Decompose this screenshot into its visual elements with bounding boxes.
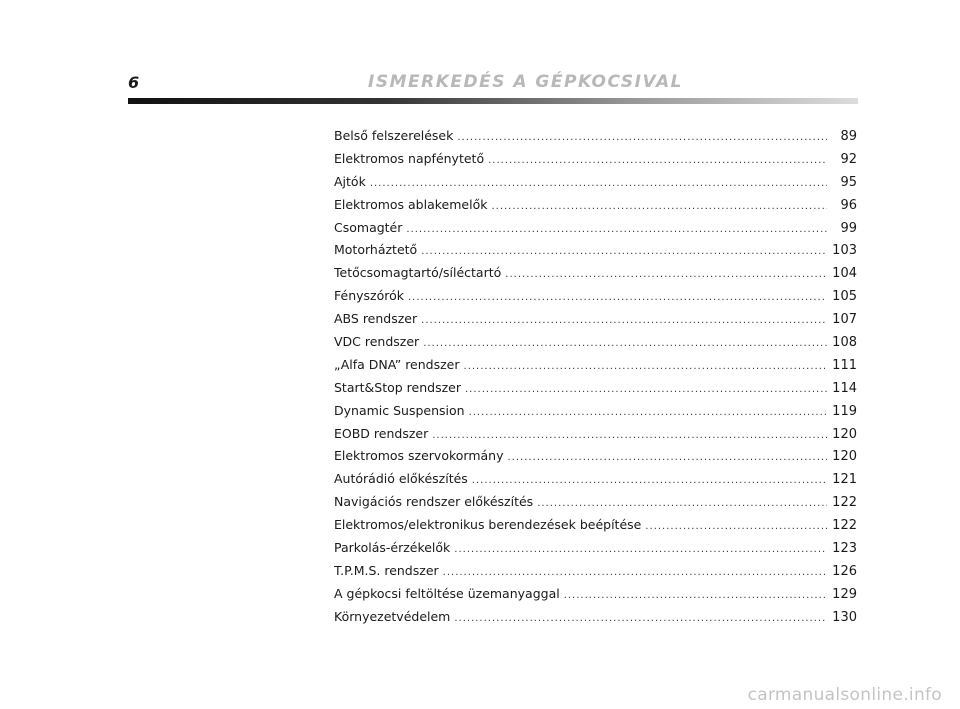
page-number: 6 (128, 73, 140, 92)
toc-entry-title: EOBD rendszer (334, 425, 429, 441)
toc-row[interactable] (334, 308, 857, 331)
toc-entry-page: 107 (832, 312, 857, 328)
toc-row[interactable] (334, 331, 857, 354)
toc-leader-dots (454, 539, 827, 560)
header-rule (128, 98, 858, 104)
toc-leader-dots (564, 585, 827, 606)
toc-leader-dots (423, 333, 827, 354)
toc-leader-dots (443, 562, 827, 583)
toc-leader-dots (421, 241, 827, 262)
toc-entry-page: 122 (832, 518, 857, 534)
table-of-contents (334, 125, 857, 629)
toc-row[interactable] (334, 468, 857, 491)
toc-leader-dots (408, 287, 827, 308)
toc-leader-dots (454, 608, 827, 629)
toc-entry-page: 95 (840, 174, 857, 190)
toc-entry-title: Parkolás-érzékelők (334, 540, 451, 556)
toc-leader-dots (508, 447, 828, 468)
toc-entry-title: Start&Stop rendszer (334, 379, 461, 395)
toc-entry-title: Navigációs rendszer előkészítés (334, 494, 534, 510)
toc-entry-title: Tetőcsomagtartó/síléctartó (334, 265, 502, 281)
toc-row[interactable] (334, 377, 857, 400)
toc-row[interactable] (334, 285, 857, 308)
toc-entry-page: 119 (832, 403, 857, 419)
toc-leader-dots (464, 356, 827, 377)
toc-entry-title: Elektromos ablakemelők (334, 196, 488, 212)
toc-row[interactable] (334, 491, 857, 514)
toc-leader-dots (457, 127, 827, 148)
watermark: carmanualsonline.info (747, 685, 942, 705)
toc-leader-dots (432, 425, 827, 446)
toc-row[interactable] (334, 583, 857, 606)
toc-row[interactable] (334, 194, 857, 217)
toc-entry-title: ABS rendszer (334, 311, 418, 327)
toc-row[interactable] (334, 262, 857, 285)
toc-entry-page: 114 (832, 380, 857, 396)
toc-leader-dots (505, 264, 827, 285)
toc-row[interactable] (334, 239, 857, 262)
toc-entry-title: Elektromos/elektronikus berendezések beépítése (334, 517, 642, 533)
toc-entry-title: Elektromos napfénytető (334, 150, 485, 166)
page-header (128, 72, 858, 98)
toc-entry-page: 126 (832, 563, 857, 579)
toc-entry-page: 129 (832, 586, 857, 602)
toc-row[interactable] (334, 354, 857, 377)
toc-leader-dots (645, 516, 827, 537)
toc-row[interactable] (334, 537, 857, 560)
toc-entry-title: Autórádió előkészítés (334, 471, 468, 487)
toc-entry-page: 99 (840, 220, 857, 236)
toc-entry-title: Ajtók (334, 173, 366, 189)
toc-leader-dots (491, 196, 827, 217)
toc-entry-title: Környezetvédelem (334, 608, 451, 624)
toc-entry-title: Belső felszerelések (334, 128, 454, 143)
toc-row[interactable] (334, 125, 857, 148)
toc-entry-page: 120 (832, 449, 857, 465)
toc-entry-title: Elektromos szervokormány (334, 448, 504, 464)
toc-row[interactable] (334, 171, 857, 194)
toc-entry-page: 108 (832, 335, 857, 351)
toc-entry-title: „Alfa DNA” rendszer (334, 356, 460, 372)
toc-leader-dots (465, 379, 827, 400)
toc-entry-page: 104 (832, 266, 857, 282)
toc-leader-dots (469, 402, 827, 423)
toc-row[interactable] (334, 514, 857, 537)
toc-leader-dots (472, 470, 827, 491)
toc-entry-title: T.P.M.S. rendszer (334, 562, 439, 578)
toc-entry-page: 89 (840, 129, 857, 144)
toc-entry-page: 103 (832, 243, 857, 259)
toc-entry-page: 96 (840, 197, 857, 213)
toc-leader-dots (537, 493, 827, 514)
toc-row[interactable] (334, 423, 857, 446)
toc-entry-page: 130 (832, 609, 857, 625)
toc-row[interactable] (334, 606, 857, 629)
toc-entry-page: 111 (832, 357, 857, 373)
toc-row[interactable] (334, 445, 857, 468)
toc-leader-dots (421, 310, 827, 331)
toc-entry-page: 105 (832, 289, 857, 305)
toc-leader-dots (488, 150, 827, 171)
toc-entry-page: 122 (832, 495, 857, 511)
toc-leader-dots (406, 219, 827, 240)
toc-entry-title: VDC rendszer (334, 334, 420, 350)
toc-entry-page: 120 (832, 426, 857, 442)
toc-entry-page: 121 (832, 472, 857, 488)
section-title: ISMERKEDÉS A GÉPKOCSIVAL (368, 72, 683, 92)
toc-entry-title: Dynamic Suspension (334, 402, 465, 418)
toc-entry-title: Csomagtér (334, 219, 403, 235)
toc-entry-title: Motorháztető (334, 242, 418, 258)
toc-row[interactable] (334, 400, 857, 423)
toc-entry-page: 92 (840, 151, 857, 167)
toc-row[interactable] (334, 560, 857, 583)
toc-leader-dots (370, 173, 827, 194)
toc-entry-title: Fényszórók (334, 288, 404, 304)
toc-row[interactable] (334, 217, 857, 240)
toc-entry-title: A gépkocsi feltöltése üzemanyaggal (334, 585, 560, 601)
toc-entry-page: 123 (832, 541, 857, 557)
toc-row[interactable] (334, 148, 857, 171)
